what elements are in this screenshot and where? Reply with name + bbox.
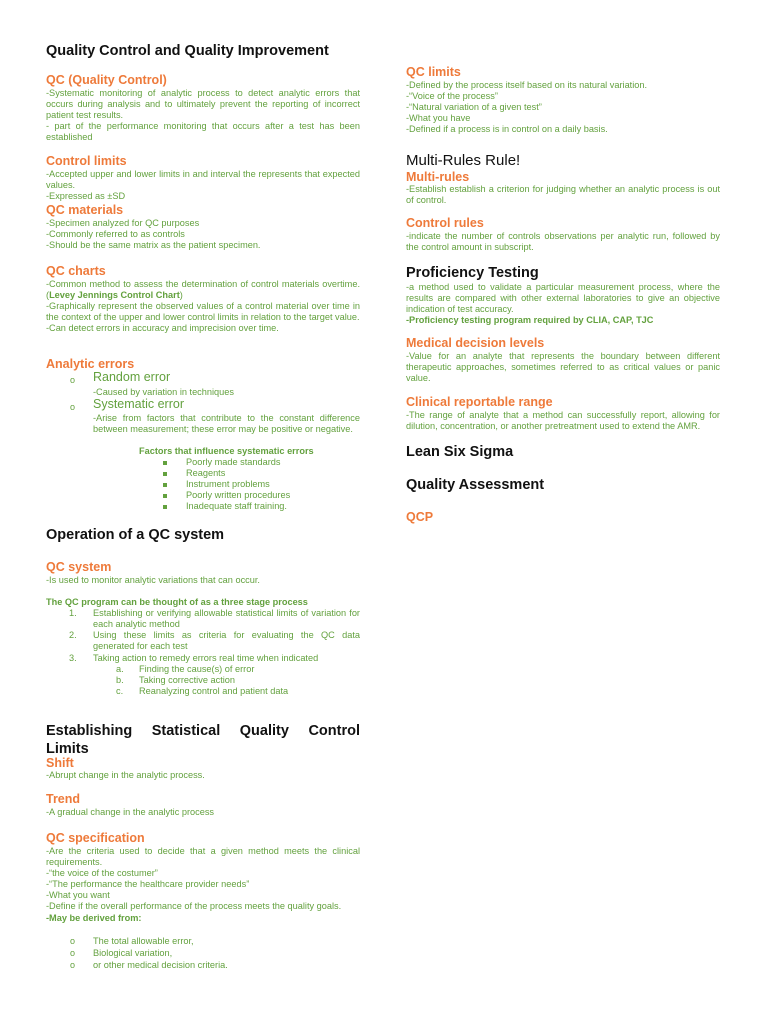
- page-title: Quality Control and Quality Improvement: [46, 43, 329, 59]
- qc-limits-text: [406, 80, 720, 135]
- control-limits-heading: Control limits: [46, 154, 127, 168]
- step-3-text: Taking action to remedy errors real time when indicated: [93, 653, 319, 663]
- systematic-error-bullet: o: [70, 402, 76, 412]
- factor-bullet-5: [163, 505, 167, 509]
- lean-six-sigma-title: Lean Six Sigma: [406, 444, 514, 460]
- step-1-number: 1.: [69, 608, 77, 618]
- proficiency-bold-line: -Proficiency testing program required by CLIA, CAP, TJC: [406, 315, 654, 326]
- factor-bullet-1: [163, 461, 167, 465]
- levey-jennings-label: Levey Jennings Control Chart: [49, 290, 180, 301]
- medical-decision-line: -Value for an analyte that represents the boundary between different therapeutic approaches, sometimes referred to as critical values or panic value.: [406, 351, 720, 384]
- qc-materials-text: [46, 218, 360, 251]
- trend-heading: Trend: [46, 792, 81, 806]
- random-error-bullet: o: [70, 375, 76, 385]
- establishing-title: Establishing Statistical Quality Control Limits: [46, 723, 360, 757]
- derived-title: -May be derived from:: [46, 912, 142, 923]
- derived-bullet-3: o: [70, 960, 76, 970]
- clinical-range-heading: Clinical reportable range: [406, 395, 553, 409]
- qc-charts-line-2: -Graphically represent the observed values of a control material over time in the context of the upper and lower control limits in relation to the target value.: [46, 301, 360, 323]
- substep-a-text: Finding the cause(s) of error: [139, 664, 255, 674]
- step-2-number: 2.: [69, 630, 77, 640]
- control-limits-line-2: -Expressed as ±SD: [46, 191, 126, 202]
- shift-line: -Abrupt change in the analytic process.: [46, 770, 205, 780]
- proficiency-title: Proficiency Testing: [406, 265, 539, 281]
- qc-charts-heading: QC charts: [46, 264, 106, 278]
- derived-item-2: Biological variation,: [93, 948, 173, 958]
- qc-limits-line-4: -What you have: [406, 113, 471, 124]
- qc-program-title: The QC program can be thought of as a three stage process: [46, 597, 308, 607]
- qc-charts-text: [46, 279, 360, 334]
- qcp-heading: QCP: [406, 510, 434, 524]
- systematic-error-desc: -Arise from factors that contribute to the constant difference between measurement; these error may be positive or negative.: [93, 413, 360, 435]
- factor-1: Poorly made standards: [186, 457, 281, 467]
- multi-rules-title: Multi-Rules Rule!: [406, 152, 521, 169]
- qc-limits-line-1: -Defined by the process itself based on its natural variation.: [406, 80, 648, 90]
- qc-system-line: -Is used to monitor analytic variations that can occur.: [46, 575, 260, 585]
- qc-spec-line-2: -“the voice of the costumer”: [46, 868, 158, 879]
- factor-bullet-2: [163, 472, 167, 476]
- factors-title: Factors that influence systematic errors: [139, 446, 314, 456]
- shift-heading: Shift: [46, 756, 74, 770]
- qc-limits-line-2: -“Voice of the process”: [406, 91, 498, 102]
- control-limits-line-1: -Accepted upper and lower limits in and interval the represents that expected values.: [46, 169, 360, 191]
- step-1-text: Establishing or verifying allowable statistical limits of variation for each analytic method: [93, 608, 360, 630]
- qc-materials-heading: QC materials: [46, 203, 124, 217]
- control-rules-heading: Control rules: [406, 216, 484, 230]
- substep-b-label: b.: [116, 675, 124, 685]
- qc-limits-line-5: -Defined if a process is in control on a daily basis.: [406, 124, 608, 135]
- control-rules-line: -indicate the number of controls observations per analytic run, followed by the control amount in subscript.: [406, 231, 720, 253]
- qc-charts-line-3: -Can detect errors in accuracy and imprecision over time.: [46, 323, 279, 334]
- derived-item-3: or other medical decision criteria.: [93, 960, 228, 970]
- substep-c-text: Reanalyzing control and patient data: [139, 686, 289, 696]
- substep-b-text: Taking corrective action: [139, 675, 236, 685]
- derived-item-1: The total allowable error,: [93, 936, 194, 946]
- qc-heading: QC (Quality Control): [46, 73, 167, 87]
- substep-c-label: c.: [116, 686, 124, 696]
- factor-4: Poorly written procedures: [186, 490, 291, 500]
- quality-assessment-title: Quality Assessment: [406, 477, 545, 493]
- qc-spec-heading: QC specification: [46, 831, 145, 845]
- multi-rules-line: -Establish establish a criterion for judging whether an analytic process is out of control.: [406, 184, 720, 206]
- qc-limits-heading: QC limits: [406, 65, 461, 79]
- qc-charts-line-1: [46, 279, 360, 301]
- clinical-range-line: -The range of analyte that a method can successfully report, allowing for dilution, concentration, or another pretreatment used to extend the AMR.: [406, 410, 720, 432]
- qc-materials-line-2: -Commonly referred to as controls: [46, 229, 185, 240]
- qc-system-heading: QC system: [46, 560, 112, 574]
- qc-materials-line-3: -Should be the same matrix as the patient specimen.: [46, 240, 261, 251]
- qc-spec-line-3: -“The performance the healthcare provider needs”: [46, 879, 250, 890]
- qc-spec-line-4: -What you want: [46, 890, 110, 901]
- qc-spec-text: [46, 846, 360, 924]
- random-error-desc: -Caused by variation in techniques: [93, 387, 234, 397]
- random-error-label: Random error: [93, 370, 171, 384]
- qc-line-2: - part of the performance monitoring that occurs after a test has been established: [46, 121, 360, 143]
- trend-line: -A gradual change in the analytic process: [46, 807, 215, 817]
- qc-limits-line-3: -“Natural variation of a given test”: [406, 102, 542, 113]
- substep-a-label: a.: [116, 664, 124, 674]
- step-2-text: Using these limits as criteria for evaluating the QC data generated for each test: [93, 630, 360, 652]
- factor-2: Reagents: [186, 468, 226, 478]
- factor-5: Inadequate staff training.: [186, 501, 287, 511]
- medical-decision-heading: Medical decision levels: [406, 336, 545, 350]
- qc-materials-line-1: -Specimen analyzed for QC purposes: [46, 218, 200, 228]
- proficiency-text: [406, 282, 720, 326]
- qc-text: [46, 88, 360, 143]
- multi-rules-heading: Multi-rules: [406, 170, 470, 184]
- qc-spec-line-1: -Are the criteria used to decide that a given method meets the clinical requirements.: [46, 846, 360, 868]
- qc-spec-line-5: -Define if the overall performance of the process meets the quality goals.: [46, 901, 342, 912]
- analytic-errors-heading: Analytic errors: [46, 357, 135, 371]
- qc-charts-line-1c: ): [179, 290, 183, 301]
- factor-bullet-3: [163, 483, 167, 487]
- qc-charts-line-1a: -Common method to assess the determination of control materials overtime. (: [46, 279, 360, 301]
- derived-bullet-1: o: [70, 936, 76, 946]
- step-3-number: 3.: [69, 653, 77, 663]
- systematic-error-label: Systematic error: [93, 397, 184, 411]
- control-limits-text: [46, 169, 360, 202]
- factor-3: Instrument problems: [186, 479, 270, 489]
- operation-title: Operation of a QC system: [46, 527, 225, 543]
- factor-bullet-4: [163, 494, 167, 498]
- derived-bullet-2: o: [70, 948, 76, 958]
- qc-line-1: -Systematic monitoring of analytic process to detect analytic errors that occurs during analysis and to ultimately prevent the reporting of incorrect patient test results.: [46, 88, 360, 121]
- proficiency-line: -a method used to validate a particular measurement process, where the results are compared with other external laboratories to give an objective indication of test accuracy.: [406, 282, 720, 315]
